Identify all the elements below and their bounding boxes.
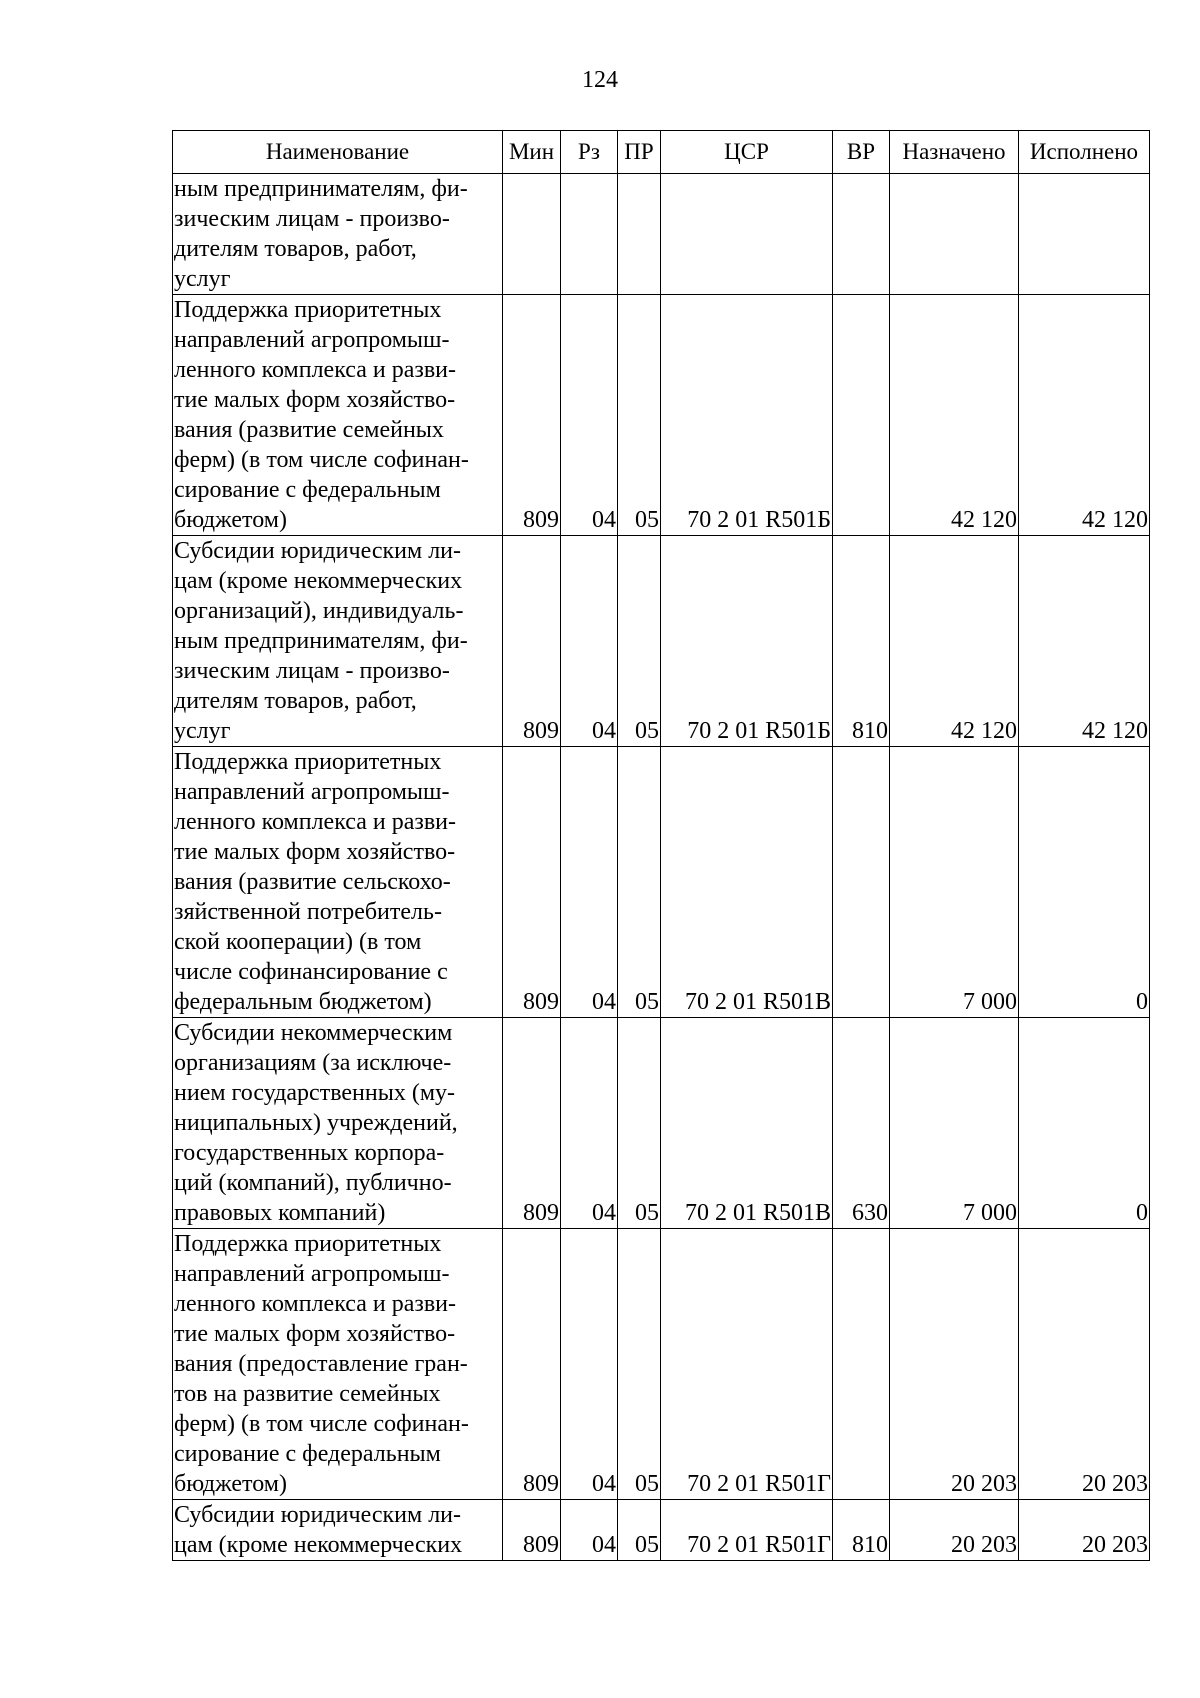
row-name: Субсидии некоммерческим организациям (за исключе- нием государственных (му- ниципальных) учреждений, государственных корпора- ций (компаний), публично- правовых компаний) — [173, 1018, 503, 1229]
header-csr: ЦСР — [661, 131, 833, 174]
row-name: Субсидии юридическим ли- цам (кроме некоммерческих — [173, 1500, 503, 1561]
row-assigned — [890, 174, 1019, 295]
row-assigned: 20 203 — [890, 1500, 1019, 1561]
row-rz: 04 — [561, 1500, 618, 1561]
row-min: 809 — [503, 747, 561, 1018]
table-row — [173, 1229, 1150, 1500]
header-executed: Исполнено — [1019, 131, 1150, 174]
row-csr: 70 2 01 R501В — [661, 747, 833, 1018]
header-row — [173, 131, 1150, 174]
row-name: Поддержка приоритетных направлений агропромыш- ленного комплекса и разви- тие малых форм хозяйство- вания (развитие сельскохо- зяйственной потребитель- ской кооперации) (в том числе софинансирование с федеральным бюджетом) — [173, 747, 503, 1018]
row-name: Поддержка приоритетных направлений агропромыш- ленного комплекса и разви- тие малых форм хозяйство- вания (предоставление гран- тов на развитие семейных ферм) (в том числе софинан- сирование с федеральным бюджетом) — [173, 1229, 503, 1500]
table-row — [173, 1500, 1150, 1561]
row-name: Субсидии юридическим ли- цам (кроме некоммерческих организаций), индивидуаль- ным предпринимателям, фи- зическим лицам - произво- дителям товаров, работ, услуг — [173, 536, 503, 747]
row-assigned: 7 000 — [890, 1018, 1019, 1229]
row-executed: 42 120 — [1019, 295, 1150, 536]
row-min: 809 — [503, 536, 561, 747]
row-executed: 0 — [1019, 747, 1150, 1018]
row-vr: 810 — [833, 536, 890, 747]
table-row — [173, 536, 1150, 747]
row-assigned: 42 120 — [890, 295, 1019, 536]
row-rz: 04 — [561, 536, 618, 747]
row-pr: 05 — [618, 295, 661, 536]
table-row — [173, 295, 1150, 536]
row-assigned: 20 203 — [890, 1229, 1019, 1500]
row-vr — [833, 1229, 890, 1500]
row-executed — [1019, 174, 1150, 295]
row-rz — [561, 174, 618, 295]
row-min: 809 — [503, 1500, 561, 1561]
row-pr — [618, 174, 661, 295]
header-pr: ПР — [618, 131, 661, 174]
row-csr — [661, 174, 833, 295]
row-assigned: 42 120 — [890, 536, 1019, 747]
table-row — [173, 747, 1150, 1018]
header-assigned: Назначено — [890, 131, 1019, 174]
row-vr: 630 — [833, 1018, 890, 1229]
row-vr: 810 — [833, 1500, 890, 1561]
page-number: 124 — [582, 67, 618, 93]
table-row — [173, 174, 1150, 295]
row-rz: 04 — [561, 295, 618, 536]
header-name: Наименование — [173, 131, 503, 174]
row-vr — [833, 295, 890, 536]
row-name: ным предпринимателям, фи- зическим лицам - произво- дителям товаров, работ, услуг — [173, 174, 503, 295]
row-rz: 04 — [561, 1018, 618, 1229]
row-name: Поддержка приоритетных направлений агропромыш- ленного комплекса и разви- тие малых форм хозяйство- вания (развитие семейных ферм) (в том числе софинан- сирование с федеральным бюджетом) — [173, 295, 503, 536]
table-row — [173, 1018, 1150, 1229]
row-vr — [833, 174, 890, 295]
row-executed: 42 120 — [1019, 536, 1150, 747]
row-pr: 05 — [618, 1500, 661, 1561]
header-vr: ВР — [833, 131, 890, 174]
row-csr: 70 2 01 R501В — [661, 1018, 833, 1229]
row-min: 809 — [503, 1229, 561, 1500]
row-pr: 05 — [618, 536, 661, 747]
row-min — [503, 174, 561, 295]
row-csr: 70 2 01 R501Г — [661, 1500, 833, 1561]
row-rz: 04 — [561, 1229, 618, 1500]
row-pr: 05 — [618, 747, 661, 1018]
row-executed: 20 203 — [1019, 1500, 1150, 1561]
row-pr: 05 — [618, 1018, 661, 1229]
row-csr: 70 2 01 R501Г — [661, 1229, 833, 1500]
row-csr: 70 2 01 R501Б — [661, 536, 833, 747]
row-min: 809 — [503, 1018, 561, 1229]
header-rz: Рз — [561, 131, 618, 174]
row-assigned: 7 000 — [890, 747, 1019, 1018]
row-csr: 70 2 01 R501Б — [661, 295, 833, 536]
row-rz: 04 — [561, 747, 618, 1018]
row-vr — [833, 747, 890, 1018]
budget-table — [172, 130, 1150, 1561]
row-executed: 0 — [1019, 1018, 1150, 1229]
row-executed: 20 203 — [1019, 1229, 1150, 1500]
row-pr: 05 — [618, 1229, 661, 1500]
row-min: 809 — [503, 295, 561, 536]
header-min: Мин — [503, 131, 561, 174]
